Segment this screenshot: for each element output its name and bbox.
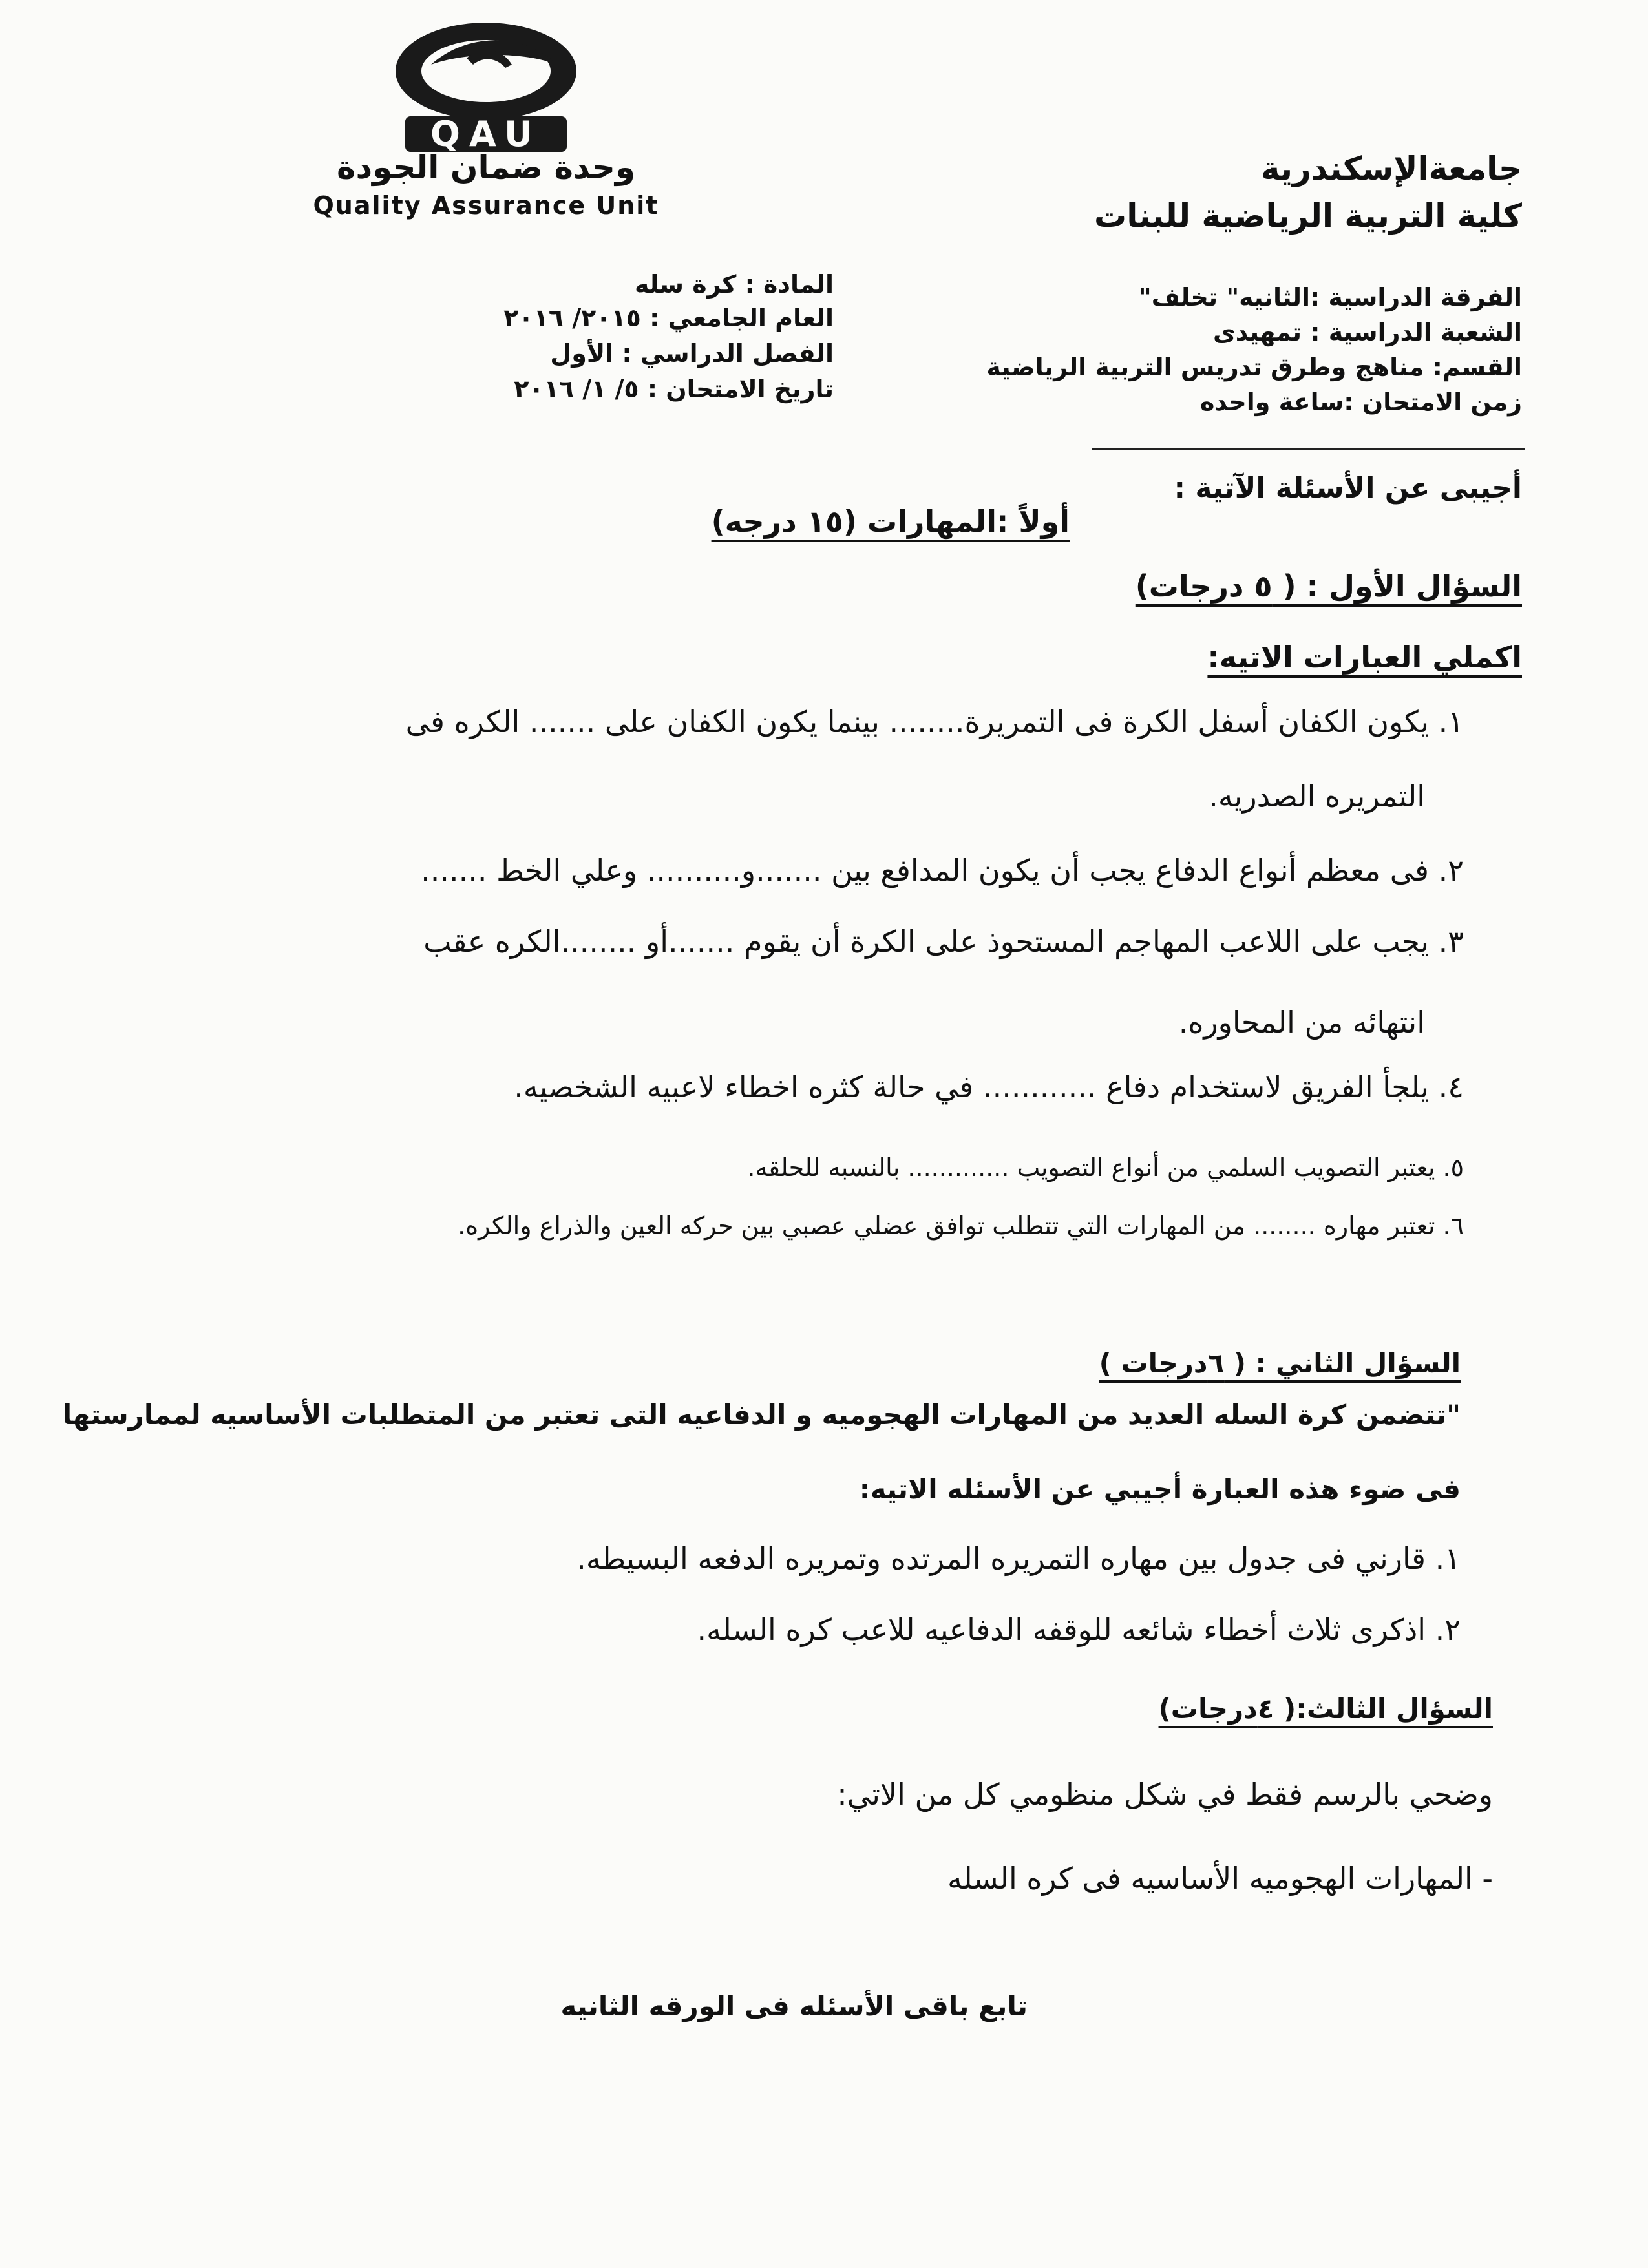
division: الشعبة الدراسية : تمهيدى xyxy=(1212,318,1522,346)
faculty-name: كلية التربية الرياضية للبنات xyxy=(1093,197,1522,235)
exam-date: تاريخ الامتحان : ٥/ ١/ ٢٠١٦ xyxy=(514,375,834,403)
q1-item-3: ٣. يجب على اللاعب المهاجم المستحوذ على الكرة أن يقوم .......أو ........الكره عقب xyxy=(423,924,1464,959)
department: القسم: مناهج وطرق تدريس التربية الرياضية xyxy=(986,353,1522,381)
exam-duration: زمن الامتحان :ساعة واحده xyxy=(1200,388,1522,416)
svg-text:QAU: QAU xyxy=(430,114,542,154)
q3-item: - المهارات الهجوميه الأساسيه فى كره السله xyxy=(947,1861,1493,1896)
q1-item-6: ٦. تعتبر مهاره ........ من المهارات التي تتطلب توافق عضلي عصبي بين حركه العين والذراع والكره. xyxy=(458,1212,1464,1240)
header-divider xyxy=(1092,448,1525,450)
q1-title: السؤال الأول : ( ٥ درجات) xyxy=(1135,569,1522,604)
logo-english-text: Quality Assurance Unit xyxy=(313,191,659,220)
q3-instruction: وضحي بالرسم فقط في شكل منظومي كل من الاتي: xyxy=(837,1777,1493,1812)
q1-subtitle: اكملي العبارات الاتيه: xyxy=(1207,640,1522,675)
q2-title: السؤال الثاني : ( ٦درجات ) xyxy=(1099,1347,1461,1379)
section-title: أولاً :المهارات (١٥ درجه) xyxy=(711,504,1070,539)
q1-item-3-cont: انتهائه من المحاوره. xyxy=(1178,1005,1425,1040)
footer-note: تابع باقى الأسئله فى الورقه الثانيه xyxy=(560,1990,1028,2022)
university-name: جامعةالإسكندرية xyxy=(1260,150,1522,187)
instructions: أجيبى عن الأسئلة الآتية : xyxy=(1174,472,1522,505)
year-group: الفرقة الدراسية :الثانيه" تخلف" xyxy=(1138,283,1522,311)
qau-logo-mark-icon xyxy=(370,19,602,155)
academic-year: العام الجامعي : ٢٠١٥/ ٢٠١٦ xyxy=(503,304,834,332)
q2-item-1: ١. قارني فى جدول بين مهاره التمريره المرتده وتمريره الدفعه البسيطه. xyxy=(576,1541,1461,1576)
q3-title: السؤال الثالث:( ٤درجات) xyxy=(1158,1693,1493,1725)
subject: المادة : كرة سله xyxy=(635,270,834,299)
q2-statement: "تتضمن كرة السله العديد من المهارات الهجوميه و الدفاعيه التى تعتبر من المتطلبات الأساسيه لممارستها xyxy=(62,1399,1461,1431)
q1-item-1: ١. يكون الكفان أسفل الكرة فى التمريرة........ بينما يكون الكفان على ....... الكره فى xyxy=(405,704,1464,739)
q1-item-5: ٥. يعتبر التصويب السلمي من أنواع التصويب ............. بالنسبه للحلقه. xyxy=(747,1153,1464,1182)
q1-item-1-cont: التمريره الصدريه. xyxy=(1209,779,1425,814)
semester: الفصل الدراسي : الأول xyxy=(550,339,834,368)
q1-item-4: ٤. يلجأ الفريق لاستخدام دفاع ............ في حالة كثره اخطاء لاعبيه الشخصيه. xyxy=(514,1069,1464,1104)
logo-arabic-text: وحدة ضمان الجودة xyxy=(336,149,636,186)
q2-statement-2: فى ضوء هذه العبارة أجيبي عن الأسئله الاتيه: xyxy=(859,1473,1461,1505)
q2-item-2: ٢. اذكرى ثلاث أخطاء شائعه للوقفه الدفاعيه للاعب كره السله. xyxy=(697,1612,1461,1647)
qau-logo xyxy=(266,19,706,226)
q1-item-2: ٢. فى معظم أنواع الدفاع يجب أن يكون المدافع بين .......و.......... وعلي الخط ....... xyxy=(421,853,1464,888)
